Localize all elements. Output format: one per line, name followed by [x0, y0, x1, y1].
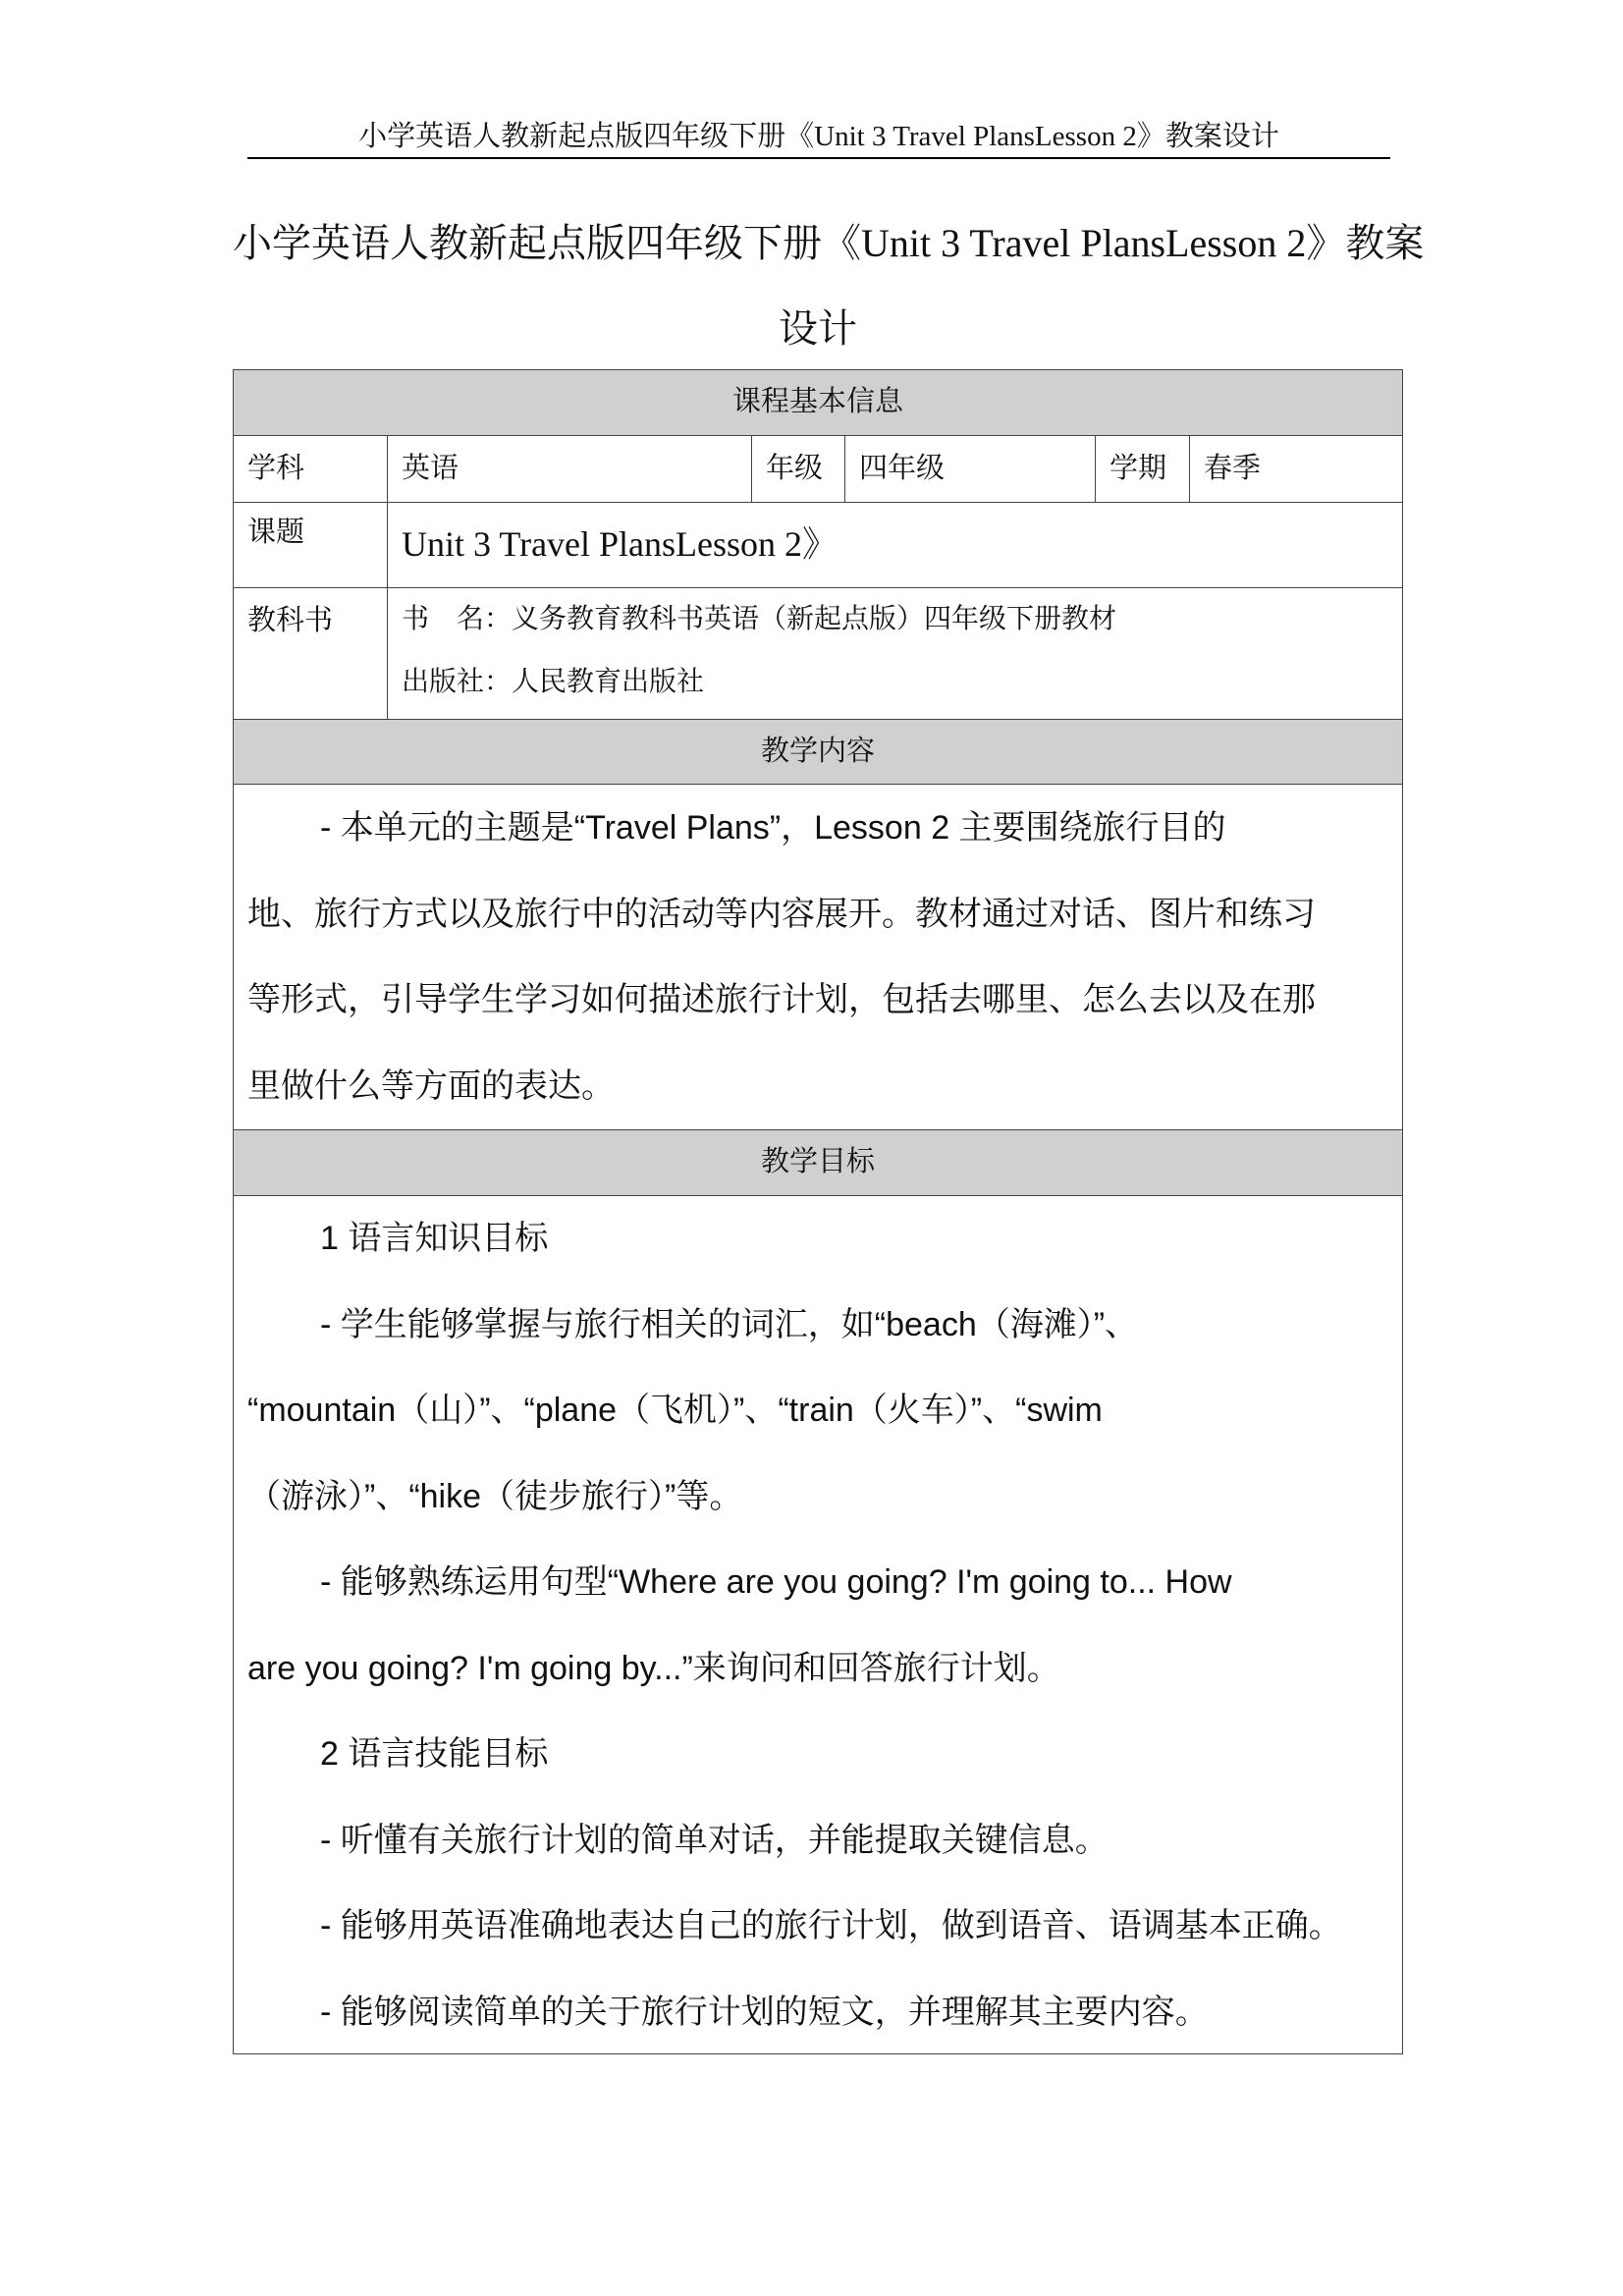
basic-info-row [234, 436, 1402, 503]
content-line: 里做什么等方面的表达。 [247, 1066, 615, 1105]
content-header: 教学内容 [234, 720, 1402, 785]
term-label: 学期 [1096, 436, 1190, 502]
goals-header: 教学目标 [234, 1130, 1402, 1196]
grade-value: 四年级 [845, 436, 1096, 502]
textbook-info [388, 588, 1402, 719]
content-line: 地、旅行方式以及旅行中的活动等内容展开。教材通过对话、图片和练习 [247, 895, 1316, 933]
subject-label: 学科 [234, 436, 388, 502]
content-body [234, 785, 1402, 1130]
textbook-row [234, 588, 1402, 720]
header-divider [247, 157, 1390, 159]
goals-line: - 能够用英语准确地表达自己的旅行计划，做到语音、语调基本正确。 [320, 1907, 1342, 1944]
document-title-line-2: 设计 [779, 306, 857, 351]
basic-info-header: 课程基本信息 [234, 370, 1402, 436]
goals-line: - 听懂有关旅行计划的简单对话，并能提取关键信息。 [320, 1821, 1109, 1859]
running-header: 小学英语人教新起点版四年级下册《Unit 3 Travel PlansLesson 2》教案设计 [358, 121, 1279, 152]
goals-line: 1 语言知识目标 [320, 1220, 549, 1257]
goals-line: are you going? I'm going by...”来询问和回答旅行计划。 [247, 1649, 1060, 1687]
goals-line: “mountain（山）”、“plane（飞机）”、“train（火车）”、“swim [247, 1392, 1103, 1429]
subject-value: 英语 [388, 436, 752, 502]
goals-line: - 能够阅读简单的关于旅行计划的短文，并理解其主要内容。 [320, 1993, 1209, 2031]
textbook-label: 教科书 [234, 588, 388, 719]
goals-line: - 能够熟练运用句型“Where are you going? I'm going to... How [320, 1563, 1232, 1601]
topic-label: 课题 [234, 503, 388, 587]
goals-line: 2 语言技能目标 [320, 1735, 549, 1773]
textbook-name: 书 名：义务教育教科书英语（新起点版）四年级下册教材 [402, 604, 1117, 634]
term-value: 春季 [1204, 453, 1262, 484]
topic-row [234, 503, 1402, 588]
content-line: - 本单元的主题是“Travel Plans”，Lesson 2 主要围绕旅行目的 [320, 809, 1226, 847]
grade-label: 年级 [752, 436, 845, 502]
goals-line: （游泳）”、“hike（徒步旅行）”等。 [247, 1477, 743, 1515]
textbook-publisher: 出版社：人民教育出版社 [402, 667, 705, 697]
document-title-line-1: 小学英语人教新起点版四年级下册《Unit 3 Travel PlansLesson 2》教案 [233, 221, 1425, 265]
topic-value: Unit 3 Travel PlansLesson 2》 [402, 524, 839, 564]
goals-body [234, 1196, 1402, 2053]
goals-line: - 学生能够掌握与旅行相关的词汇，如“beach（海滩）”、 [320, 1305, 1139, 1343]
content-line: 等形式，引导学生学习如何描述旅行计划，包括去哪里、怎么去以及在那 [247, 981, 1316, 1018]
lesson-plan-table [233, 369, 1403, 2054]
